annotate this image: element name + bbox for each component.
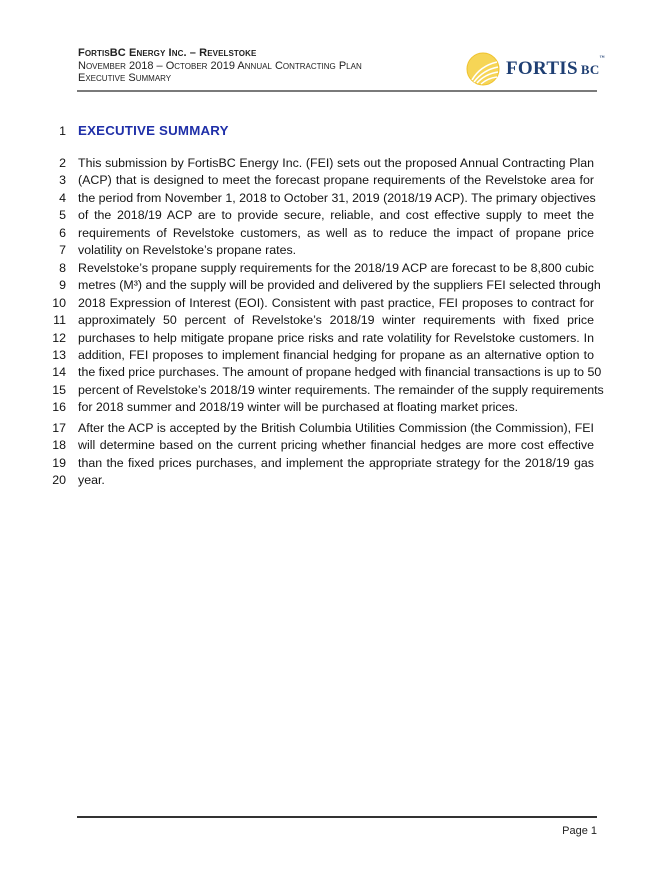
line-number: 3 [59, 173, 66, 188]
line-number: 6 [59, 225, 66, 240]
section-heading: EXECUTIVE SUMMARY [78, 123, 229, 138]
line-number: 14 [52, 365, 66, 380]
logo-trademark: ™ [599, 56, 605, 61]
line-number: 9 [59, 278, 66, 293]
logo-bc-text: BC [580, 62, 600, 77]
line-number: 19 [52, 455, 66, 470]
text-line: (ACP) that is designed to meet the forecast propane requirements of the Revelstoke area for [78, 173, 594, 188]
text-line: purchases to help mitigate propane price risks and rate volatility for Revelstoke customers. In [78, 330, 594, 345]
text-line: year. [78, 473, 105, 488]
logo-wordmark [506, 58, 605, 80]
line-number: 8 [59, 261, 66, 275]
paragraph [78, 420, 594, 490]
line-number: 10 [52, 295, 66, 310]
sun-rays-logo-icon [466, 52, 500, 86]
line-number: 17 [52, 421, 66, 435]
line-number: 4 [59, 190, 66, 205]
header-divider [77, 90, 597, 92]
line-number: 12 [52, 330, 66, 345]
paragraph [78, 260, 604, 417]
text-line: metres (M³) and the supply will be provided and delivered by the suppliers FEI selected through [78, 278, 601, 293]
line-number: 13 [52, 348, 66, 362]
text-line: of the 2018/19 ACP are to provide secure, reliable, and cost effective supply to meet the [78, 208, 594, 223]
line-number: 20 [52, 473, 66, 488]
header-company-line: FortisBC Energy Inc. – Revelstoke [78, 47, 257, 59]
text-line: the fixed price purchases. The amount of propane hedged with financial transactions is up to 50 [78, 365, 602, 380]
running-header [78, 47, 362, 85]
text-line: 2018 Expression of Interest (EOI). Consistent with past practice, FEI proposes to contract for [78, 295, 594, 310]
text-line: This submission by FortisBC Energy Inc. (FEI) sets out the proposed Annual Contracting Plan [78, 156, 594, 170]
text-line: volatility on Revelstoke’s propane rates. [78, 242, 297, 257]
header-section-line: Executive Summary [78, 72, 172, 84]
text-line: percent of Revelstoke’s 2018/19 winter requirements. The remainder of the supply requirements [78, 382, 604, 397]
line-number: 18 [52, 438, 66, 453]
text-line: will determine based on the current pricing whether financial hedges are more cost effective [78, 438, 594, 453]
text-line: After the ACP is accepted by the British Columbia Utilities Commission (the Commission), FEI [78, 421, 594, 435]
text-line: addition, FEI proposes to implement financial hedging for propane as an alternative option to [78, 347, 594, 362]
line-number: 5 [59, 208, 66, 223]
line-number: 15 [52, 382, 66, 397]
line-number: 1 [59, 124, 66, 138]
text-line: Revelstoke’s propane supply requirements for the 2018/19 ACP are forecast to be 8,800 cubic [78, 261, 594, 275]
page-number: Page 1 [562, 825, 597, 837]
logo-fortis-text: FORTIS [506, 58, 578, 79]
text-line: approximately 50 percent of Revelstoke’s 2018/19 winter requirements with fixed price [78, 313, 594, 328]
line-number: 11 [53, 313, 66, 328]
fortisbc-logo [466, 52, 605, 86]
line-number: 2 [59, 156, 66, 170]
text-line: for 2018 summer and 2018/19 winter will be purchased at floating market prices. [78, 400, 519, 415]
text-line: than the fixed prices purchases, and implement the appropriate strategy for the 2018/19 gas [78, 455, 594, 470]
text-line: requirements of Revelstoke customers, as well as to reduce the impact of propane price [78, 225, 594, 240]
line-number: 16 [52, 400, 66, 415]
line-number: 7 [59, 243, 66, 257]
footer-divider [77, 816, 597, 818]
paragraph [78, 155, 594, 259]
text-line: the period from November 1, 2018 to October 31, 2019 (2018/19 ACP). The primary objectives [78, 190, 596, 205]
header-plan-line: November 2018 – October 2019 Annual Contracting Plan [78, 59, 362, 72]
